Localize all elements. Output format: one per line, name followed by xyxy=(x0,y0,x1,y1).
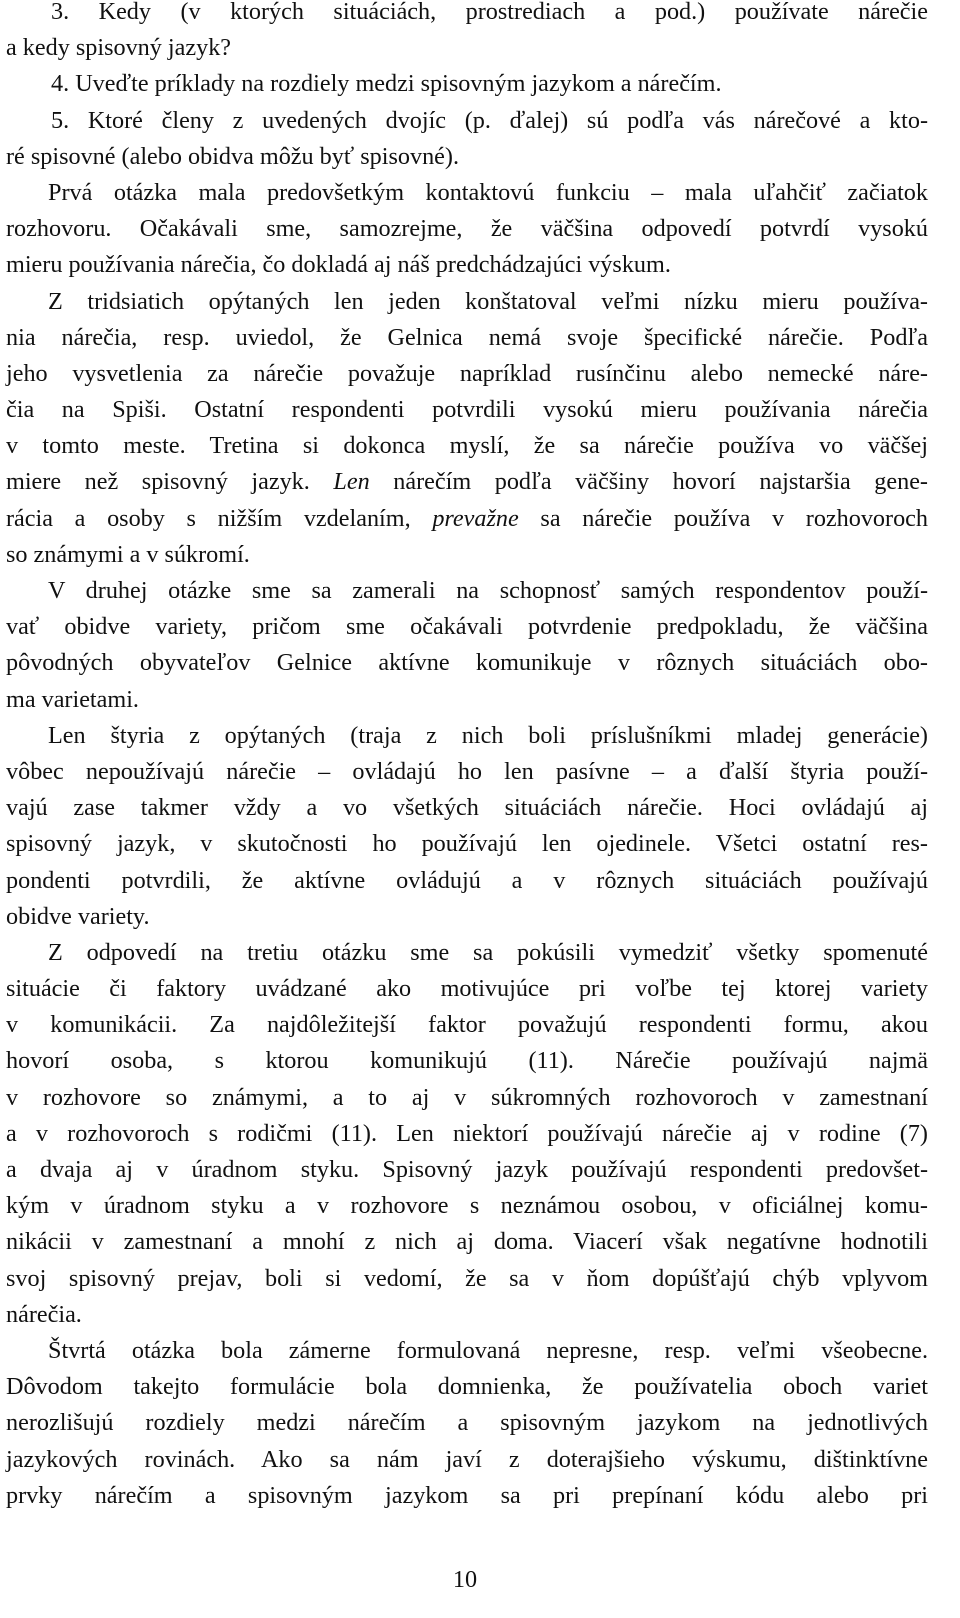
question-3-line-1 xyxy=(6,0,928,30)
text-run: nárečia. xyxy=(6,1300,82,1328)
paragraph-5-line-6 xyxy=(6,1116,928,1152)
paragraph-4-line-5 xyxy=(6,863,928,899)
text-run: pondenti potvrdili, že aktívne ovládujú a v rôznych situáciách používajú xyxy=(6,866,928,894)
text-run: Prvá otázka mala predovšetkým kontaktovú funkciu – mala uľahčiť začiatok xyxy=(48,178,928,206)
text-run: so známymi a v súkromí. xyxy=(6,540,250,568)
paragraph-5-line-9 xyxy=(6,1224,928,1260)
text-run: Z tridsiatich opýtaných len jeden konštatoval veľmi nízku mieru používa- xyxy=(48,287,928,315)
question-5-line-2 xyxy=(6,139,928,175)
paragraph-2-line-7 xyxy=(6,501,928,537)
text-run: pôvodných obyvateľov Gelnice aktívne komunikuje v rôznych situáciách obo- xyxy=(6,649,928,677)
text-run: rozhovoru. Očakávali sme, samozrejme, že väčšina odpovedí potvrdí vysokú xyxy=(6,215,928,243)
text-run: rácia a osoby s nižším vzdelaním, xyxy=(6,504,433,532)
paragraph-6-line-4 xyxy=(6,1442,928,1478)
text-run: vajú zase takmer vždy a vo všetkých situáciách nárečie. Hoci ovládajú aj xyxy=(6,794,928,822)
italic-emphasis: prevažne xyxy=(432,504,519,532)
text-run: miere než spisovný jazyk. xyxy=(6,468,334,496)
text-run: čia na Spiši. Ostatní respondenti potvrdili vysokú mieru používania nárečia xyxy=(6,396,928,424)
question-4-line xyxy=(6,66,928,102)
text-run: ma varietami. xyxy=(6,685,139,713)
italic-emphasis: Len xyxy=(333,468,370,496)
text-run: prvky nárečím a spisovným jazykom sa pri prepínaní kódu alebo pri xyxy=(6,1481,928,1509)
text-run: obidve variety. xyxy=(6,902,150,930)
text-run: nerozlišujú rozdiely medzi nárečím a spisovným jazykom na jednotlivých xyxy=(6,1409,928,1437)
text-run: Štvrtá otázka bola zámerne formulovaná nepresne, resp. veľmi všeobecne. xyxy=(48,1336,928,1364)
paragraph-4-line-3 xyxy=(6,790,928,826)
text-run: v tomto meste. Tretina si dokonca myslí, že sa nárečie používa vo väčšej xyxy=(6,432,928,460)
text-run: v komunikácii. Za najdôležitejší faktor považujú respondenti formu, akou xyxy=(6,1011,928,1039)
text-run: nárečím podľa väčšiny hovorí najstaršia gene- xyxy=(369,468,928,496)
paragraph-5-line-4 xyxy=(6,1043,928,1079)
text-run: 4. Uveďte príklady na rozdiely medzi spisovným jazykom a nárečím. xyxy=(51,70,722,98)
paragraph-2-line-3 xyxy=(6,356,928,392)
paragraph-5-line-11 xyxy=(6,1297,928,1333)
paragraph-6-line-1 xyxy=(6,1333,928,1369)
text-run: nia nárečia, resp. uviedol, že Gelnica nemá svoje špecifické nárečie. Podľa xyxy=(6,323,928,351)
question-5-line-1 xyxy=(6,103,928,139)
text-run: a v rozhovoroch s rodičmi (11). Len niektorí používajú nárečie aj v rodine (7) xyxy=(6,1119,928,1147)
paragraph-5-line-5 xyxy=(6,1080,928,1116)
body-text xyxy=(6,0,928,1514)
paragraph-3-line-2 xyxy=(6,609,928,645)
paragraph-5-line-7 xyxy=(6,1152,928,1188)
paragraph-3-line-3 xyxy=(6,645,928,681)
text-run: kým v úradnom styku a v rozhovore s neznámou osobou, v oficiálnej komu- xyxy=(6,1192,928,1220)
text-run: jeho vysvetlenia za nárečie považuje napríklad rusínčinu alebo nemecké náre- xyxy=(6,359,928,387)
text-run: Dôvodom takejto formulácie bola domnienka, že používatelia oboch variet xyxy=(6,1373,928,1401)
paragraph-6-line-2 xyxy=(6,1369,928,1405)
paragraph-2-line-2 xyxy=(6,320,928,356)
text-run: nikácii v zamestnaní a mnohí z nich aj doma. Viacerí však negatívne hodnotili xyxy=(6,1228,928,1256)
paragraph-5-line-3 xyxy=(6,1007,928,1043)
paragraph-3-line-1 xyxy=(6,573,928,609)
paragraph-6-line-5 xyxy=(6,1478,928,1514)
document-page xyxy=(6,0,928,1514)
paragraph-2-line-6 xyxy=(6,464,928,500)
text-run: mieru používania nárečia, čo dokladá aj náš predchádzajúci výskum. xyxy=(6,251,671,279)
text-run: svoj spisovný prejav, boli si vedomí, že sa v ňom dopúšťajú chýb vplyvom xyxy=(6,1264,928,1292)
paragraph-2-line-5 xyxy=(6,428,928,464)
text-run: Len štyria z opýtaných (traja z nich boli príslušníkmi mladej generácie) xyxy=(48,721,928,749)
text-run: a kedy spisovný jazyk? xyxy=(6,34,232,62)
text-run: 3. Kedy (v ktorých situáciách, prostrediach a pod.) používate nárečie xyxy=(51,0,928,25)
paragraph-3-line-4 xyxy=(6,682,928,718)
paragraph-5-line-2 xyxy=(6,971,928,1007)
paragraph-5-line-1 xyxy=(6,935,928,971)
question-3-line-2 xyxy=(6,30,928,66)
paragraph-4-line-2 xyxy=(6,754,928,790)
paragraph-1-line-3 xyxy=(6,247,928,283)
paragraph-6-line-3 xyxy=(6,1405,928,1441)
text-run: sa nárečie používa v rozhovoroch xyxy=(518,504,929,532)
text-run: a dvaja aj v úradnom styku. Spisovný jazyk používajú respondenti predovšet- xyxy=(6,1156,928,1183)
paragraph-1-line-2 xyxy=(6,211,928,247)
text-run: ré spisovné (alebo obidva môžu byť spisovné). xyxy=(6,142,460,170)
paragraph-4-line-6 xyxy=(6,899,928,935)
text-run: vať obidve variety, pričom sme očakávali potvrdenie predpokladu, že väčšina xyxy=(6,613,928,641)
paragraph-1-line-1 xyxy=(6,175,928,211)
paragraph-2-line-4 xyxy=(6,392,928,428)
text-run: situácie či faktory uvádzané ako motivujúce pri voľbe tej ktorej variety xyxy=(6,975,928,1003)
text-run: vôbec nepoužívajú nárečie – ovládajú ho len pasívne – a ďalší štyria použí- xyxy=(6,757,928,785)
paragraph-4-line-4 xyxy=(6,826,928,862)
text-run: 5. Ktoré členy z uvedených dvojíc (p. ďalej) sú podľa vás nárečové a kto- xyxy=(51,106,928,134)
paragraph-4-line-1 xyxy=(6,718,928,754)
text-run: jazykových rovinách. Ako sa nám javí z doterajšieho výskumu, dištinktívne xyxy=(6,1445,928,1473)
text-run: spisovný jazyk, v skutočnosti ho používajú len ojedinele. Všetci ostatní res- xyxy=(6,830,928,858)
text-run: v rozhovore so známymi, a to aj v súkromných rozhovoroch v zamestnaní xyxy=(6,1083,928,1111)
page-number: 10 xyxy=(452,1566,478,1593)
paragraph-2-line-1 xyxy=(6,284,928,320)
text-run: Z odpovedí na tretiu otázku sme sa pokúsili vymedziť všetky spomenuté xyxy=(48,938,928,966)
paragraph-5-line-10 xyxy=(6,1261,928,1297)
text-run: hovorí osoba, s ktorou komunikujú (11). Nárečie používajú najmä xyxy=(6,1047,928,1075)
text-run: V druhej otázke sme sa zamerali na schopnosť samých respondentov použí- xyxy=(48,577,928,604)
paragraph-2-line-8 xyxy=(6,537,928,573)
paragraph-5-line-8 xyxy=(6,1188,928,1224)
